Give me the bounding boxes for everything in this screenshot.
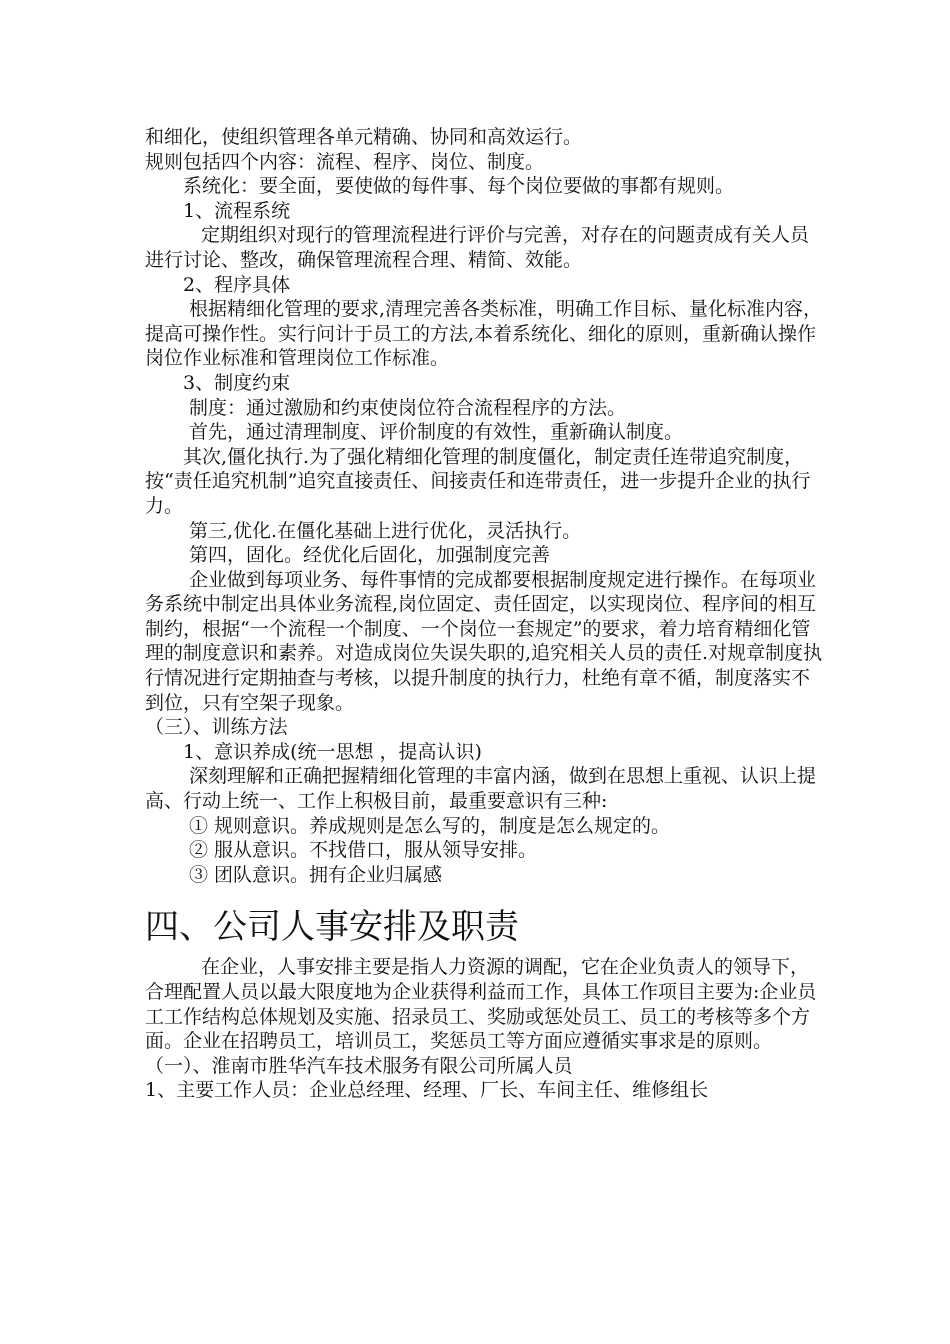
section-training-methods: （三）、训练方法 <box>145 716 288 739</box>
subheading-awareness: 1、意识养成(统一思想 ，提高认识) <box>183 740 482 763</box>
list-item-rule-awareness: ① 规则意识。养成规则是怎么写的，制度是怎么规定的。 <box>189 814 671 837</box>
paragraph-fourth: 第四，固化。经优化后固化，加强制度完善 <box>189 544 551 567</box>
paragraph-first: 首先，通过清理制度、评价制度的有效性，重新确认制度。 <box>189 421 684 444</box>
subheading-constraint: 3、制度约束 <box>183 371 291 394</box>
paragraph-enterprise-rules: 企业做到每项业务、每件事情的完成都要根据制度规定进行操作。在每项业务系统中制定出具体业务流程,岗位固定、责任固定，以实现岗位、程序间的相互制约，根据“一个流程一个制度、一个岗位一套规定”的要求，着力培育精细化管理的制度意识和素养。对造成岗位失误失职的,追究相关人员的责任.对规章制度执行情况进行定期抽查与考核，以提升制度的执行力，杜绝有章不循，制度落实不到位，只有空架子现象。 <box>145 568 823 714</box>
paragraph-systematization: 系统化：要全面，要使做的每件事、每个岗位要做的事都有规则。 <box>183 175 735 198</box>
paragraph-awareness: 深刻理解和正确把握精细化管理的丰富内涵，做到在思想上重视、认识上提高、行动上统一、工作上积极目前，最重要意识有三种: <box>145 765 817 813</box>
subsection-company-staff: （一）、淮南市胜华汽车技术服务有限公司所属人员 <box>145 1054 573 1077</box>
paragraph-rules-intro: 规则包括四个内容：流程、程序、岗位、制度。 <box>145 150 545 173</box>
section-heading-personnel: 四、公司人事安排及职责 <box>145 907 519 948</box>
paragraph-second: 其次,僵化执行.为了强化精细化管理的制度僵化，制定责任连带追究制度，按“责任追究机制”追究直接责任、间接责任和连带责任，进一步提升企业的执行力。 <box>145 445 811 517</box>
paragraph-third: 第三,优化.在僵化基础上进行优化，灵活执行。 <box>189 519 582 542</box>
list-item-team-awareness: ③ 团队意识。拥有企业归属感 <box>189 863 443 886</box>
paragraph-procedure: 根据精细化管理的要求,清理完善各类标准，明确工作目标、量化标准内容，提高可操作性。实行问计于员工的方法,本着系统化、细化的原则，重新确认操作岗位作业标准和管理岗位工作标准。 <box>145 298 823 370</box>
paragraph-system-definition: 制度：通过激励和约束使岗位符合流程程序的方法。 <box>189 396 627 419</box>
subheading-process-system: 1、流程系统 <box>183 199 291 222</box>
paragraph-process-system: 定期组织对现行的管理流程进行评价与完善，对存在的问题责成有关人员进行讨论、整改，确保管理流程合理、精简、效能。 <box>145 224 810 271</box>
list-item-obedience-awareness: ② 服从意识。不找借口，服从领导安排。 <box>189 839 538 862</box>
paragraph-personnel: 在企业，人事安排主要是指人力资源的调配，它在企业负责人的领导下，合理配置人员以最大限度地为企业获得利益而工作，具体工作项目主要为:企业员工工作结构总体规划及实施、招录员工、奖励或惩处员工、员工的考核等多个方面。企业在招聘员工，培训员工，奖惩员工等方面应遵循实事求是的原则。 <box>145 956 817 1053</box>
paragraph-continuation: 和细化，使组织管理各单元精确、协同和高效运行。 <box>145 126 583 148</box>
document-page <box>145 125 825 1103</box>
paragraph-main-staff: 1、主要工作人员：企业总经理、经理、厂长、车间主任、维修组长 <box>145 1079 709 1102</box>
subheading-procedure: 2、程序具体 <box>183 273 291 296</box>
